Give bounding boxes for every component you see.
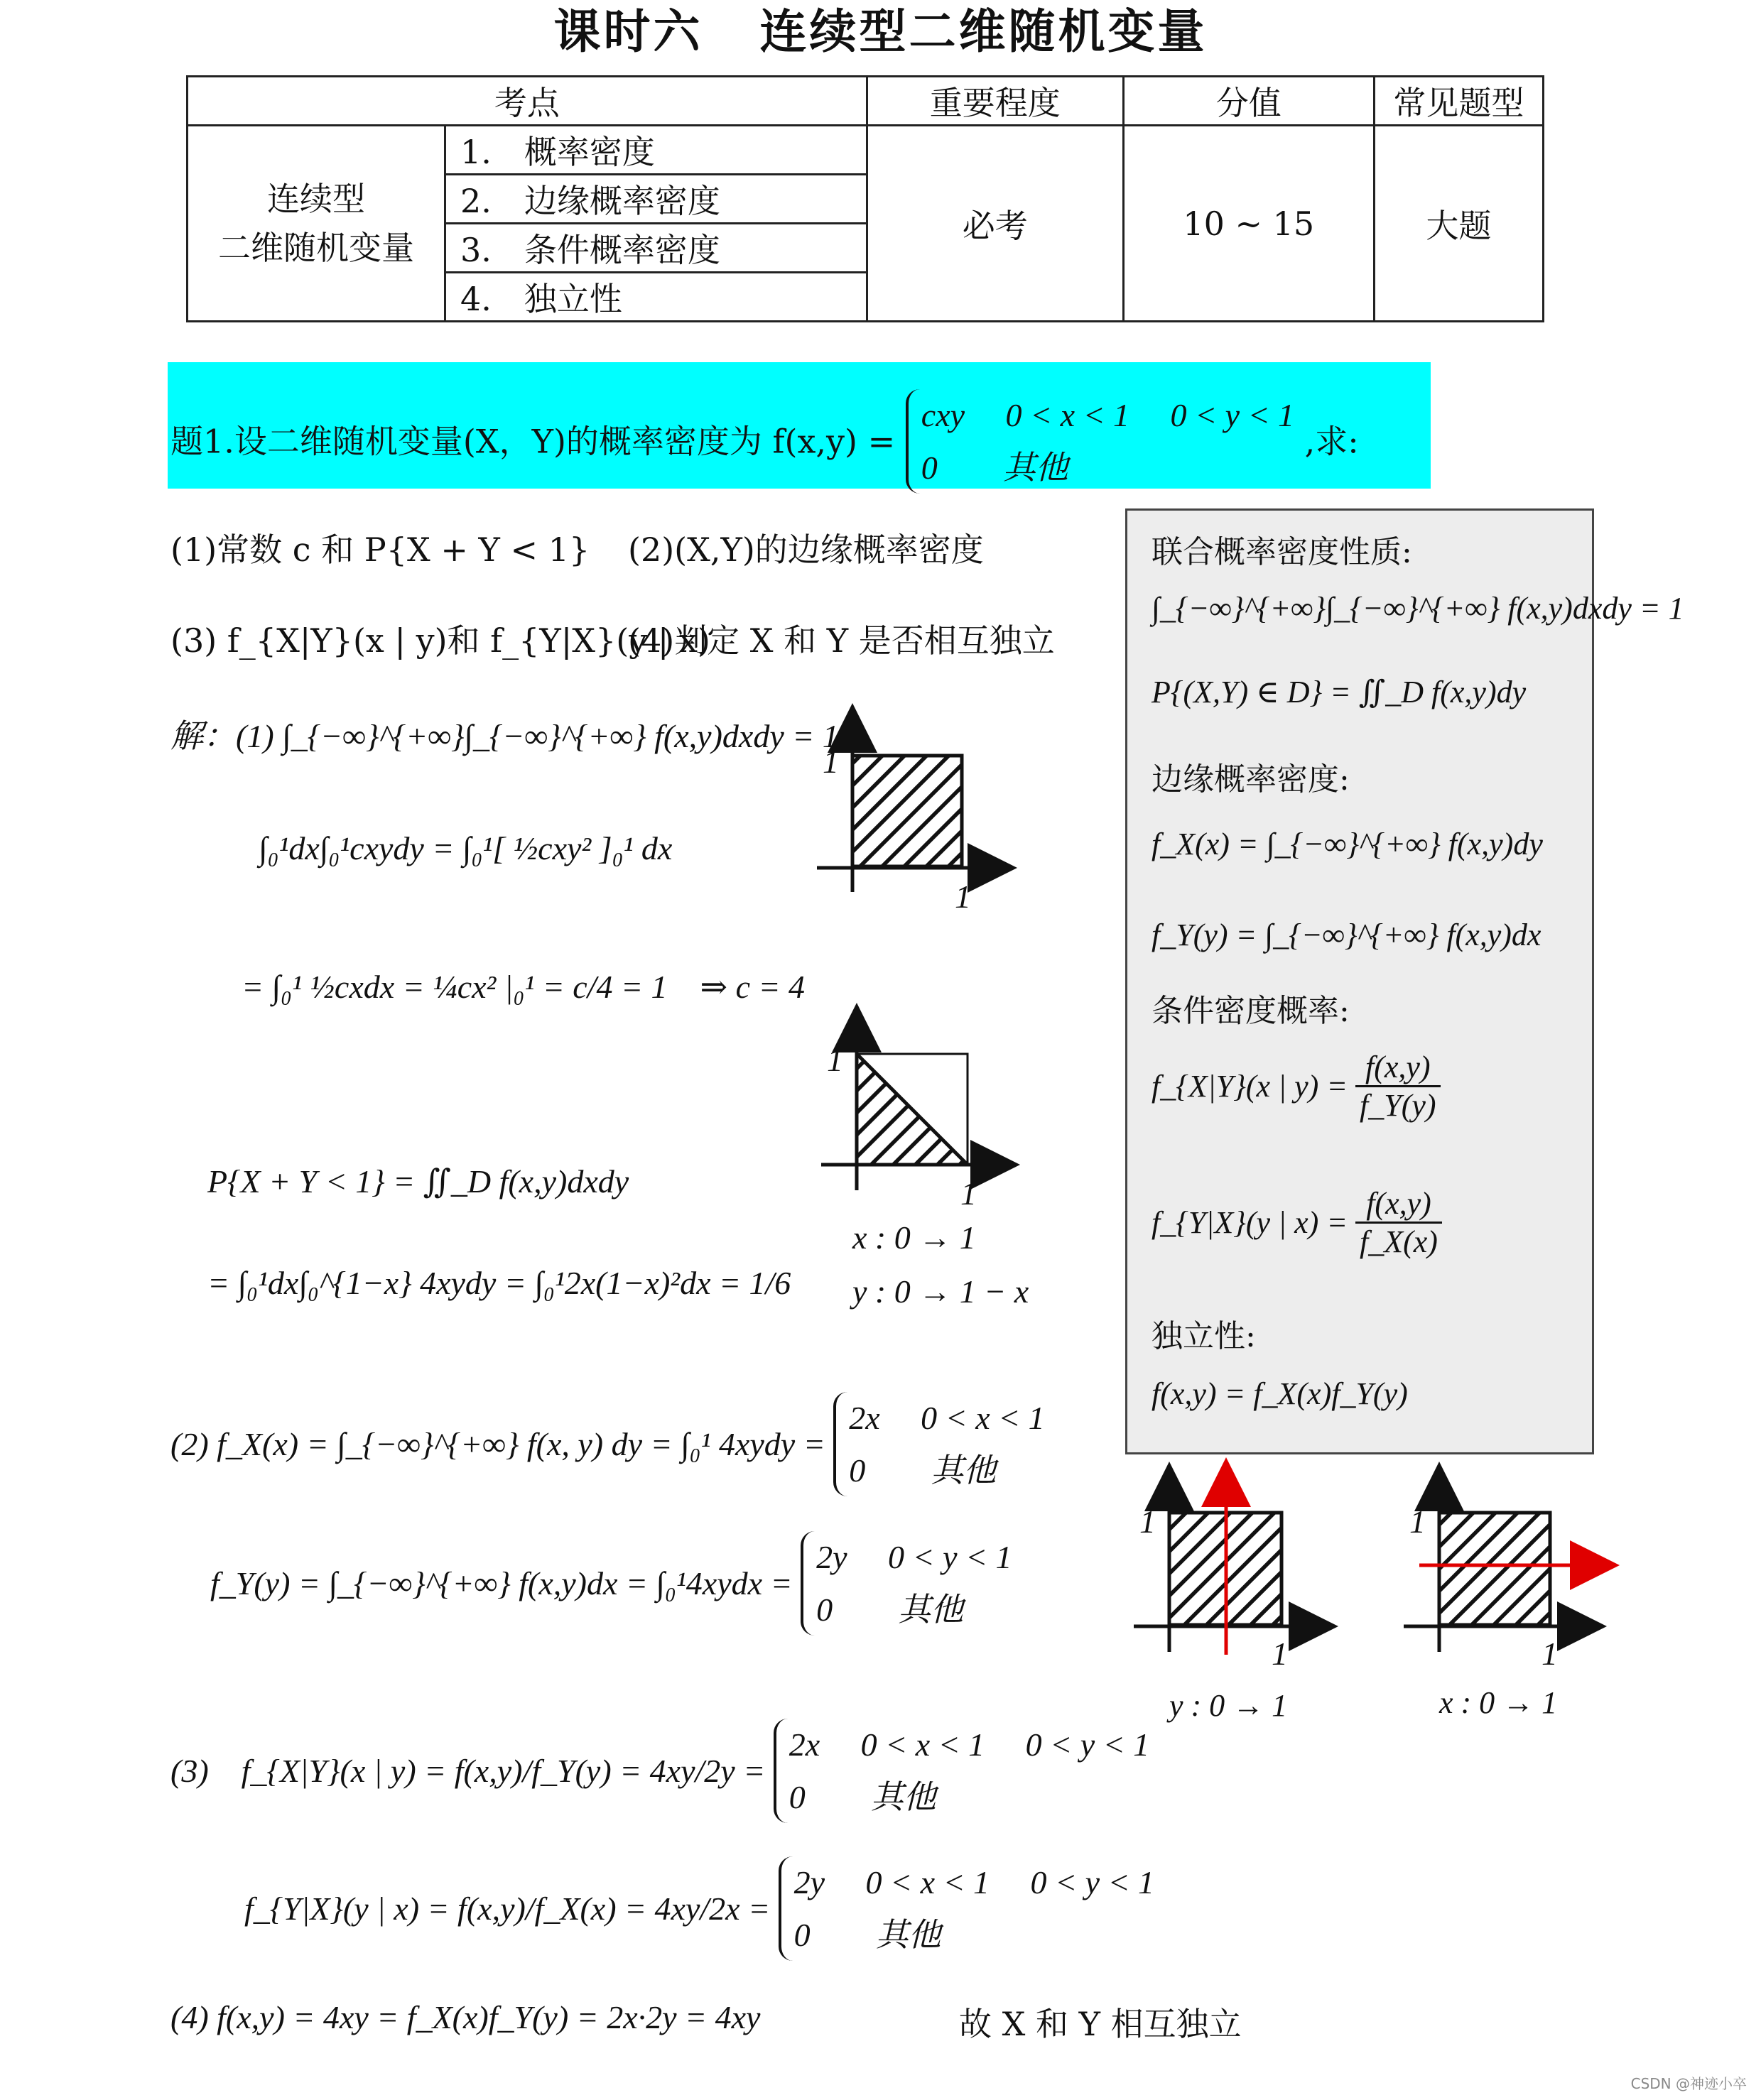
sidebar-cond-xy-den: f_Y(y): [1360, 1088, 1436, 1123]
question-lead: 题1.设二维随机变量(X，Y)的概率密度为 f(x,y) =: [170, 422, 896, 461]
fig2-y-label: 1: [827, 1042, 843, 1078]
fig1-x-label: 1: [955, 878, 971, 915]
solution-line-2: ∫₀¹dx∫₀¹cxydy = ∫₀¹[ ½cxy² ]₀¹ dx: [259, 830, 673, 866]
solution-line-3: = ∫₀¹ ½cxdx = ¼cx² |₀¹ = c/4 = 1 ⇒ c = 4: [242, 969, 806, 1005]
fig3-caption: y : 0 → 1: [1169, 1688, 1288, 1723]
topic-item-1: 1. 概率密度: [445, 126, 867, 175]
solution-8-lead: (3) f_{X|Y}(x | y) = f(x,y)/f_Y(y) = 4xy/2y =: [170, 1753, 766, 1790]
sidebar-joint-normalization: ∫_{−∞}^{+∞}∫_{−∞}^{+∞} f(x,y)dxdy = 1: [1152, 591, 1684, 626]
formula-sidebar: [1125, 508, 1684, 1454]
sidebar-heading-independence: 独立性:: [1152, 1318, 1256, 1354]
sidebar-independence: f(x,y) = f_X(x)f_Y(y): [1152, 1376, 1408, 1411]
fig3-y-label: 1: [1139, 1503, 1156, 1540]
hatched-square: [852, 756, 962, 866]
question-tail: ,求:: [1304, 422, 1359, 461]
sidebar-cond-yx-den: f_X(x): [1360, 1224, 1438, 1259]
sidebar-cond-yx-lhs: f_{Y|X}(y | x) =: [1152, 1205, 1348, 1240]
fig2-x-label: 1: [960, 1175, 977, 1212]
solution-6-case-1: 2x 0 < x < 1: [849, 1400, 1045, 1436]
part-3: (3) f_{X|Y}(x | y)和 f_{Y|X}(y | x): [170, 621, 710, 660]
solution-line-4: P{X + Y < 1} = ∬_D f(x,y)dxdy: [207, 1163, 629, 1199]
solution-7-case-1: 2y 0 < y < 1: [816, 1539, 1012, 1575]
sidebar-joint-probability: P{(X,Y) ∈ D} = ∬_D f(x,y)dy: [1152, 675, 1527, 709]
fig3-x-label: 1: [1272, 1636, 1288, 1672]
solution-line-1: 解：(1) ∫_{−∞}^{+∞}∫_{−∞}^{+∞} f(x,y)dxdy = 1: [170, 718, 839, 754]
topic-item-2: 2. 边缘概率密度: [445, 175, 867, 224]
header-topic: 考点: [188, 77, 867, 126]
figure-horizontal-scan: [1404, 1476, 1605, 1652]
solution-7-case-2: 0 其他: [816, 1591, 964, 1628]
solution-9-case-2: 0 其他: [793, 1916, 941, 1953]
fig2-range-y: y : 0 → 1 − x: [852, 1273, 1029, 1310]
solution-conclusion: 故 X 和 Y 相互独立: [959, 2005, 1242, 2043]
topic-item-4: 4. 独立性: [445, 273, 867, 322]
solution-6-case-2: 0 其他: [849, 1452, 997, 1489]
sidebar-cond-xy-lhs: f_{X|Y}(x | y) =: [1152, 1069, 1348, 1104]
importance-cell: 必考: [867, 126, 1123, 322]
solution-9-case-1: 2y 0 < x < 1 0 < y < 1: [793, 1864, 1155, 1900]
solution-line-5: = ∫₀¹dx∫₀^{1−x} 4xydy = ∫₀¹2x(1−x)²dx = 1/6: [207, 1265, 791, 1301]
solution-8-case-2: 0 其他: [789, 1778, 936, 1815]
sidebar-conditional-xy: [1152, 1049, 1441, 1124]
header-type: 常见题型: [1374, 77, 1543, 126]
sidebar-cond-yx-fraction: [1355, 1185, 1442, 1260]
title-part1: 课时六: [553, 4, 703, 59]
sidebar-cond-yx-num: f(x,y): [1355, 1185, 1442, 1224]
fig2-range-x: x : 0 → 1: [852, 1219, 976, 1256]
hatched-square: [1439, 1513, 1550, 1625]
solution-9-lead: f_{Y|X}(y | x) = f(x,y)/f_X(x) = 4xy/2x =: [244, 1890, 771, 1927]
sidebar-heading-joint: 联合概率密度性质:: [1152, 534, 1412, 570]
solution-6-lead: (2) f_X(x) = ∫_{−∞}^{+∞} f(x, y) dy = ∫₀¹ 4xydy =: [170, 1426, 825, 1463]
solution-8-case-1: 2x 0 < x < 1 0 < y < 1: [789, 1726, 1150, 1763]
part-2: (2)(X,Y)的边缘概率密度: [628, 531, 984, 569]
fig4-y-label: 1: [1409, 1503, 1426, 1540]
fig1-y-label: 1: [823, 744, 839, 780]
header-score: 分值: [1123, 77, 1374, 126]
sidebar-conditional-yx: [1152, 1185, 1442, 1260]
part-4: (4)判定 X 和 Y 是否相互独立: [628, 621, 1055, 660]
sidebar-marginal-x: f_X(x) = ∫_{−∞}^{+∞} f(x,y)dy: [1152, 827, 1543, 861]
topic-line-2: 二维随机变量: [218, 228, 414, 267]
topic-line-1: 连续型: [267, 179, 365, 218]
score-cell: 10 ~ 15: [1123, 126, 1374, 322]
part-1: (1)常数 c 和 P{X + Y < 1}: [170, 531, 590, 569]
sidebar-marginal-y: f_Y(y) = ∫_{−∞}^{+∞} f(x,y)dx: [1152, 918, 1541, 952]
sidebar-heading-conditional: 条件密度概率:: [1152, 993, 1350, 1029]
question-case-2: 0 其他: [921, 449, 1068, 486]
watermark: CSDN @神迹小卒: [1630, 2075, 1747, 2092]
sidebar-heading-marginal: 边缘概率密度:: [1152, 761, 1350, 798]
title-part2: 连续型二维随机变量: [759, 4, 1208, 59]
solution-7-lead: f_Y(y) = ∫_{−∞}^{+∞} f(x,y)dx = ∫₀¹4xydx =: [210, 1565, 793, 1602]
header-importance: 重要程度: [867, 77, 1123, 126]
figure-vertical-scan: [1134, 1471, 1324, 1655]
figure-triangle: [821, 1017, 1006, 1190]
sidebar-cond-xy-fraction: [1355, 1049, 1441, 1124]
sidebar-cond-xy-num: f(x,y): [1355, 1049, 1441, 1087]
solution-line-10: (4) f(x,y) = 4xy = f_X(x)f_Y(y) = 2x·2y = 4xy: [170, 1999, 761, 2035]
question-case-1: cxy 0 < x < 1 0 < y < 1: [921, 397, 1295, 433]
type-cell: 大题: [1374, 126, 1543, 322]
figure-unit-square: [817, 717, 1003, 892]
topic-item-3: 3. 条件概率密度: [445, 224, 867, 273]
fig4-caption: x : 0 → 1: [1439, 1685, 1558, 1720]
fig4-x-label: 1: [1541, 1636, 1558, 1672]
hatched-triangle: [857, 1054, 968, 1165]
